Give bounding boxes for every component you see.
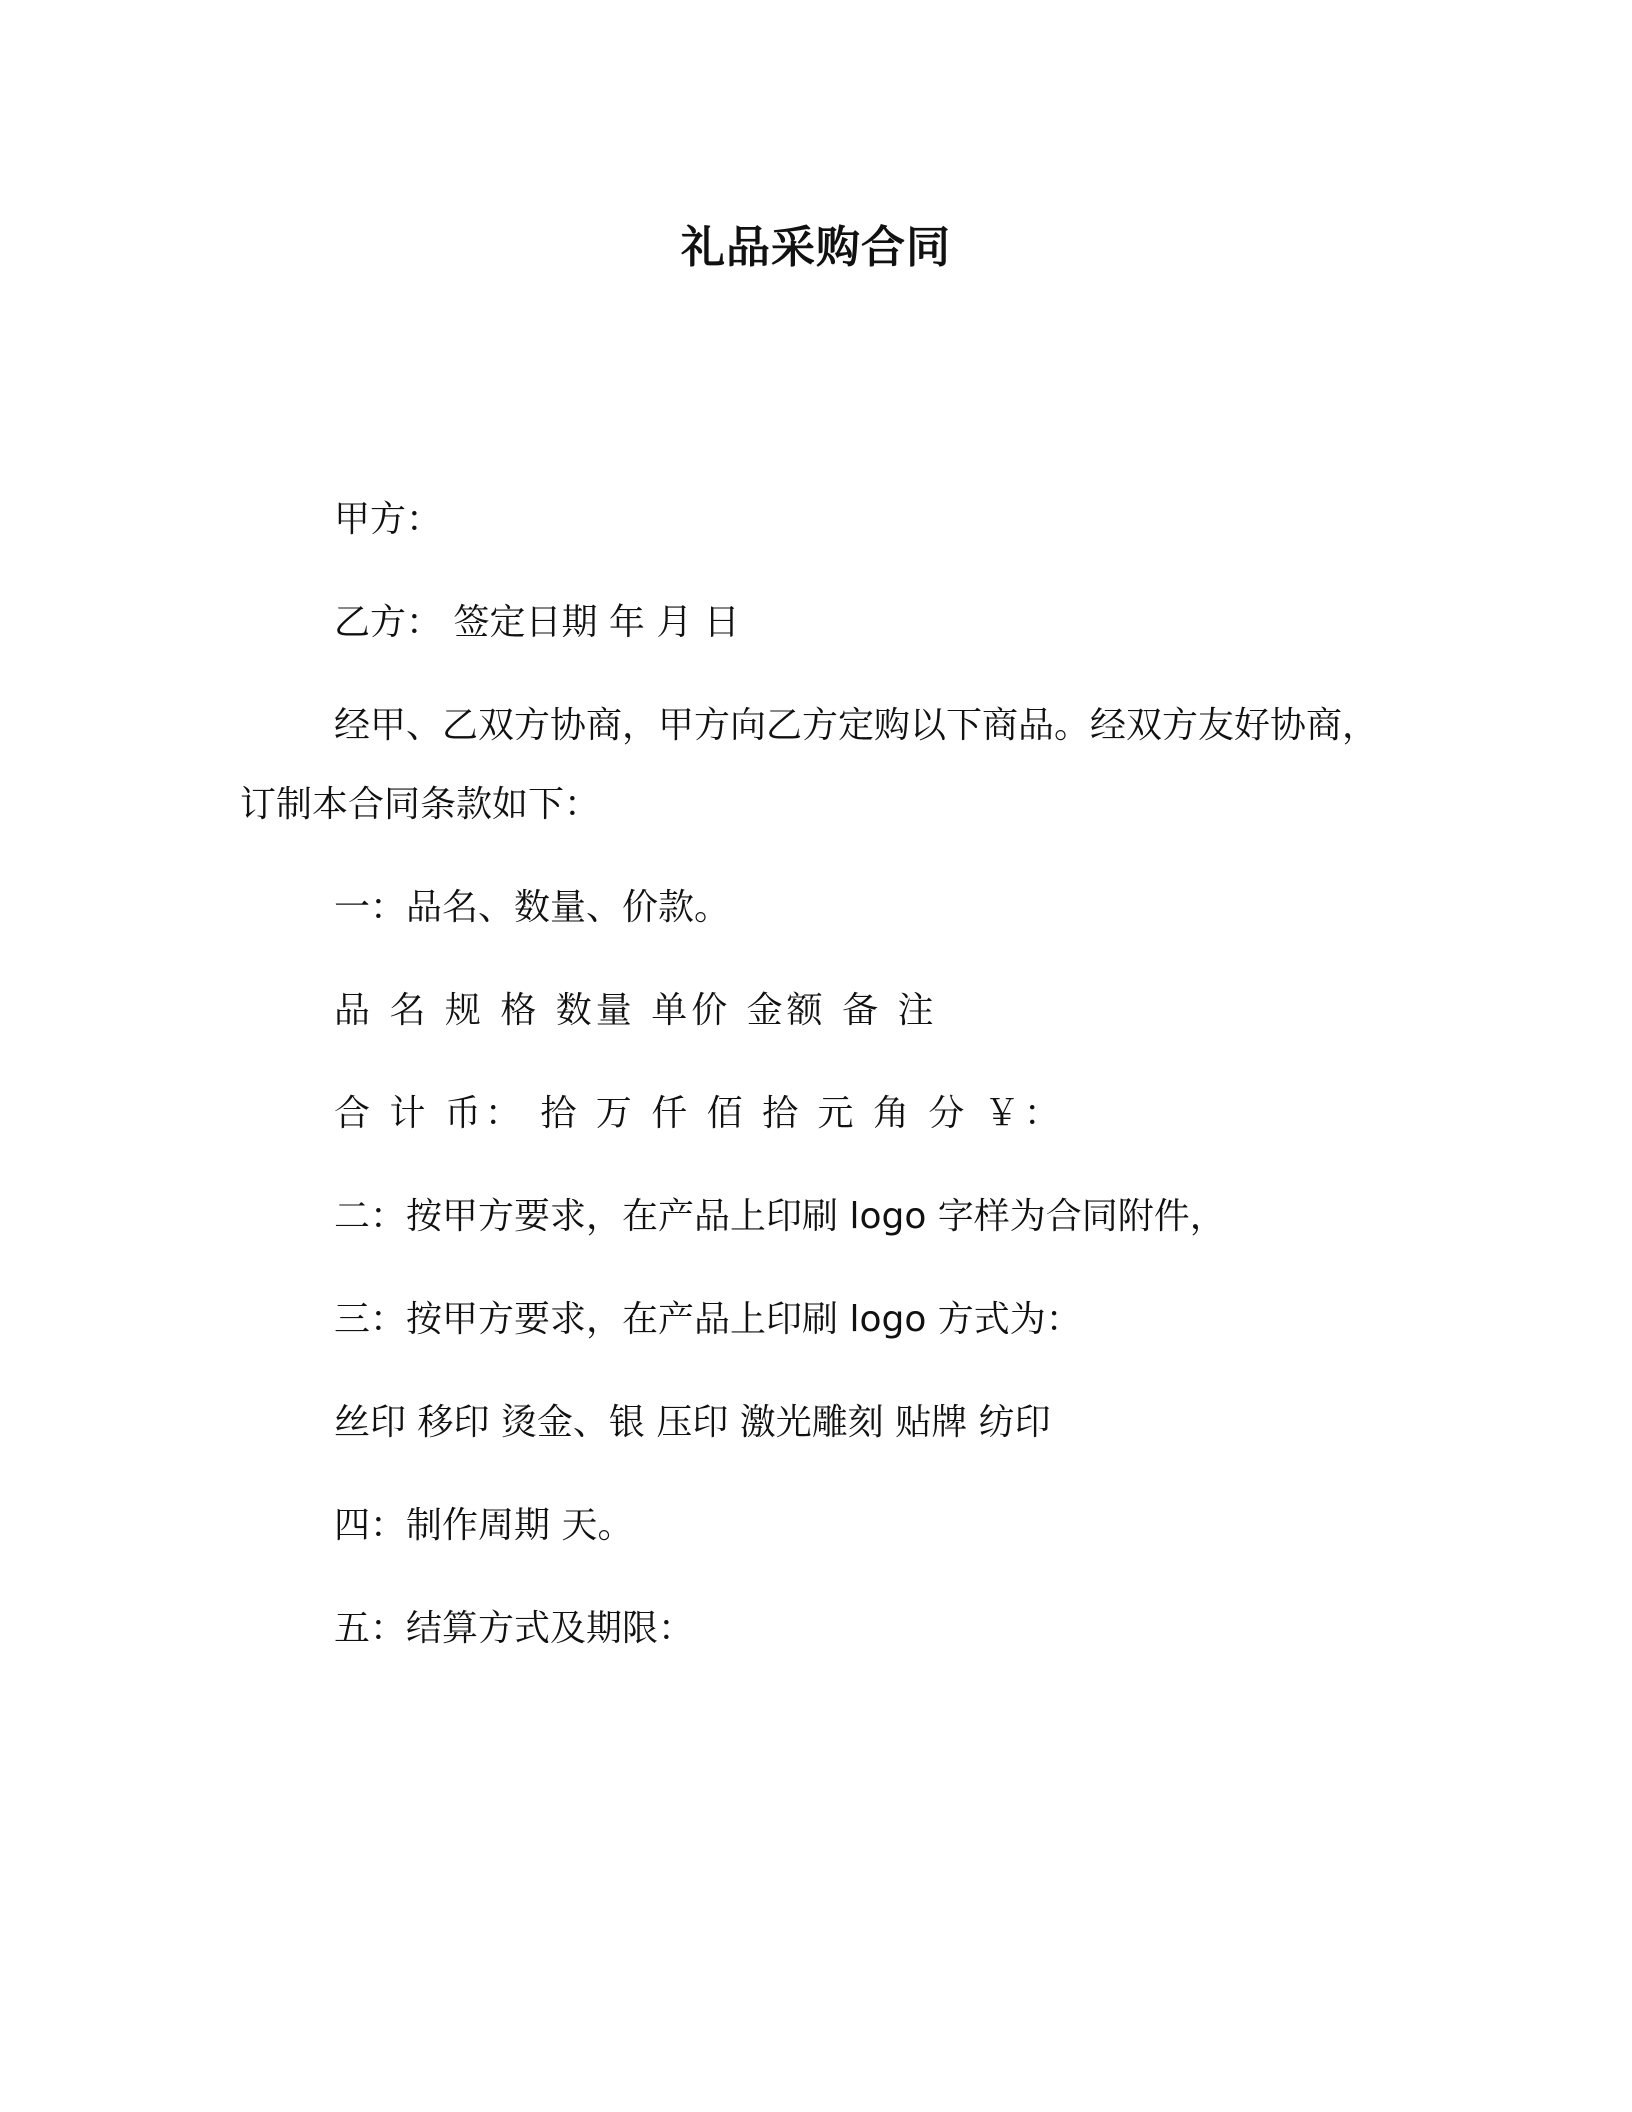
intro-paragraph-line-2: 订制本合同条款如下： xyxy=(240,784,601,825)
printing-methods-line: 丝印 移印 烫金、银 压印 激光雕刻 贴牌 纺印 xyxy=(334,1402,1051,1443)
party-b-date-line: 乙方： 签定日期 年 月 日 xyxy=(334,602,740,643)
clause-1-heading: 一：品名、数量、价款。 xyxy=(334,887,731,928)
clause-2: 二：按甲方要求，在产品上印刷 logo 字样为合同附件， xyxy=(334,1196,1226,1237)
goods-table-header: 品 名 规 格 数量 单价 金额 备 注 xyxy=(334,990,938,1031)
total-amount-line: 合 计 币： 拾 万 仟 佰 拾 元 角 分 ￥： xyxy=(334,1093,1064,1134)
clause-4: 四：制作周期 天。 xyxy=(334,1505,634,1546)
clause-5: 五：结算方式及期限： xyxy=(334,1608,695,1649)
intro-paragraph-line-1: 经甲、乙双方协商，甲方向乙方定购以下商品。经双方友好协商， xyxy=(334,705,1379,746)
party-a-line: 甲方： xyxy=(334,499,443,540)
document-title: 礼品采购合同 xyxy=(681,222,951,273)
clause-3: 三：按甲方要求，在产品上印刷 logo 方式为： xyxy=(334,1299,1082,1340)
